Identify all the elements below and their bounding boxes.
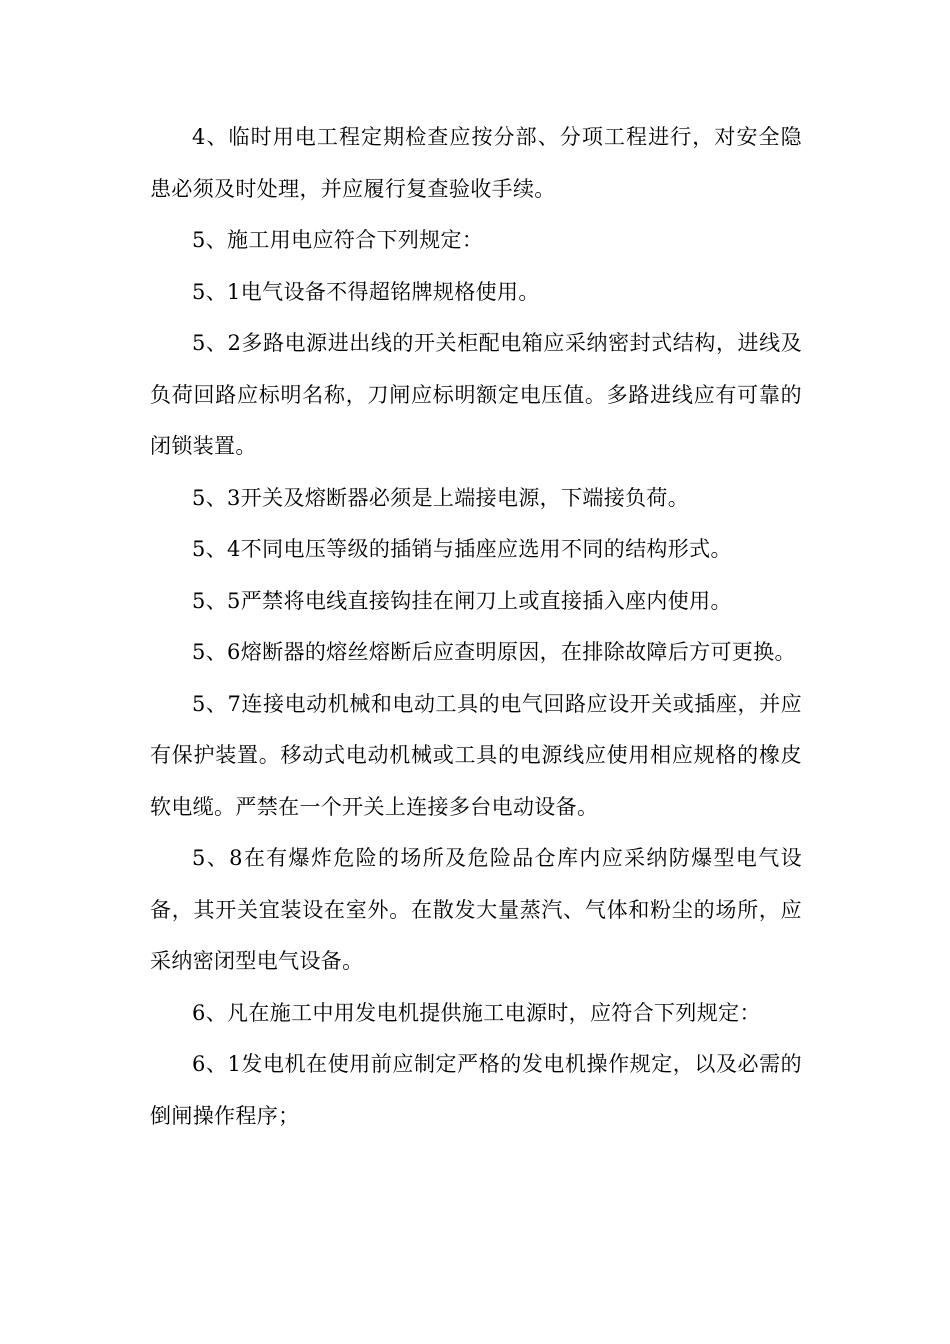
paragraph-6-1: 6、1发电机在使用前应制定严格的发电机操作规定，以及必需的倒闸操作程序；	[150, 1052, 802, 1128]
paragraph-5-2: 5、2多路电源进出线的开关柜配电箱应采纳密封式结构，进线及负荷回路应标明名称，刀闸应标明额定电压值。多路进线应有可靠的闭锁装置。	[150, 331, 802, 458]
paragraph-5: 5、施工用电应符合下列规定：	[192, 228, 484, 252]
paragraph-5-8: 5、8在有爆炸危险的场所及危险品仓库内应采纳防爆型电气设备，其开关宜装设在室外。在散发大量蒸汽、气体和粉尘的场所，应采纳密闭型电气设备。	[150, 846, 802, 973]
paragraph-5-5: 5、5严禁将电线直接钩挂在闸刀上或直接插入座内使用。	[192, 588, 732, 613]
paragraph-5-1: 5、1电气设备不得超铭牌规格使用。	[192, 279, 540, 304]
paragraph-5-6: 5、6熔断器的熔丝熔断后应查明原因，在排除故障后方可更换。	[192, 640, 796, 664]
paragraph-5-3: 5、3开关及熔断器必须是上端接电源，下端接负荷。	[192, 485, 690, 510]
paragraph-6: 6、凡在施工中用发电机提供施工电源时，应符合下列规定：	[192, 1000, 761, 1025]
paragraph-5-7: 5、7连接电动机械和电动工具的电气回路应设开关或插座，并应有保护装置。移动式电动机械或工具的电源线应使用相应规格的橡皮软电缆。严禁在一个开关上连接多台电动设备。	[150, 691, 802, 819]
document-body	[150, 112, 802, 1142]
paragraph-4: 4、临时用电工程定期检查应按分部、分项工程进行，对安全隐患必须及时处理，并应履行复查验收手续。	[150, 125, 802, 201]
paragraph-5-4: 5、4不同电压等级的插销与插座应选用不同的结构形式。	[192, 537, 732, 561]
